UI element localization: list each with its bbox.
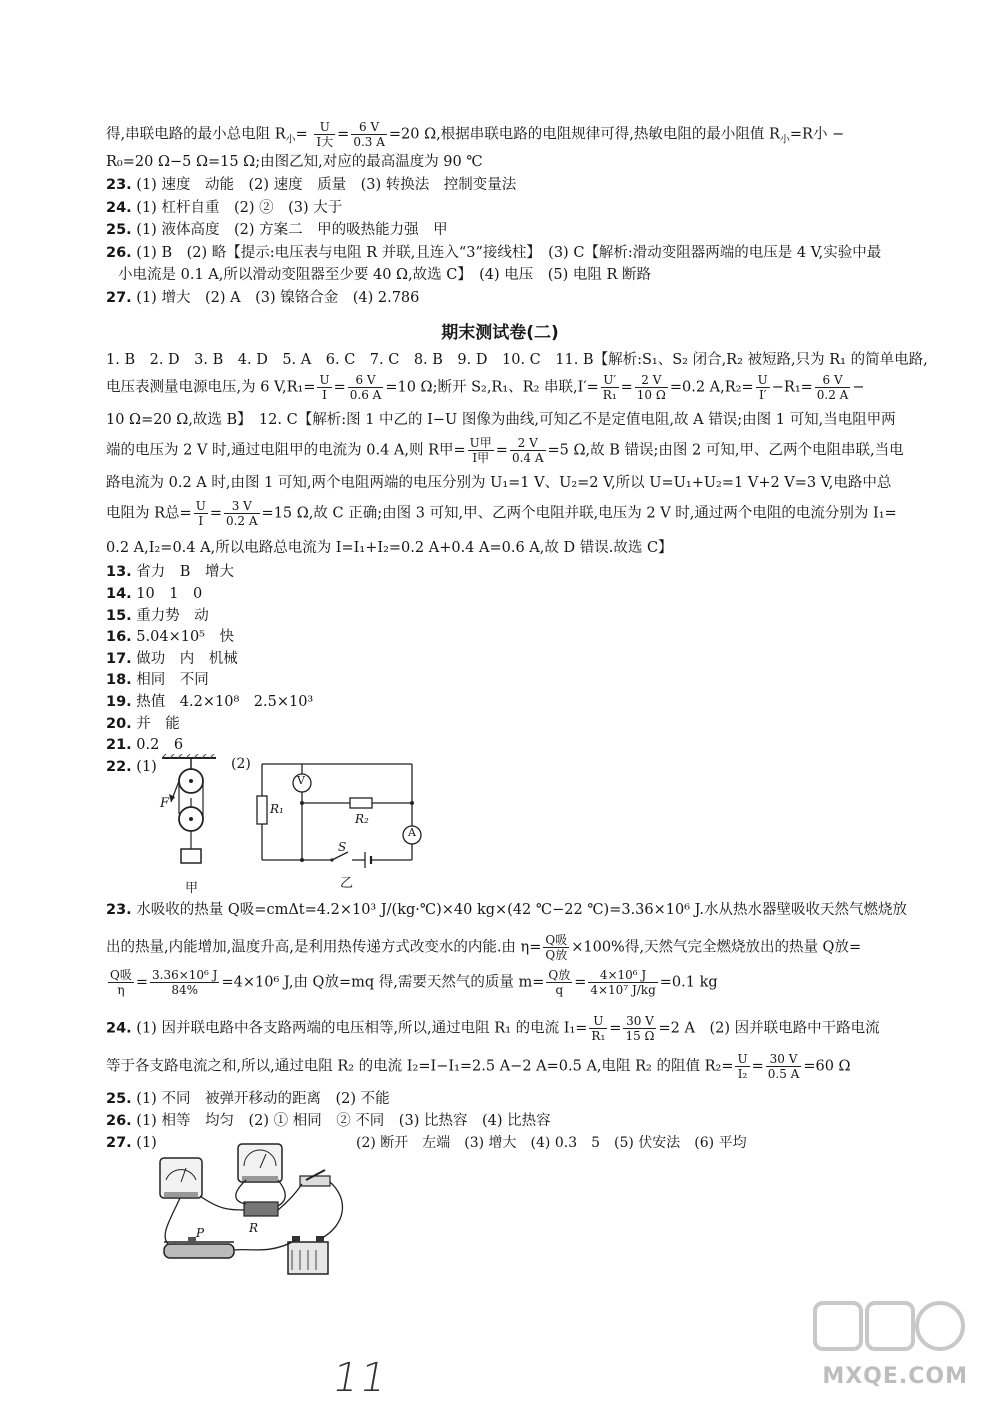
- pulley-diagram: [158, 754, 228, 884]
- voltmeter-label: V: [297, 774, 305, 787]
- mc-line-3: 10 Ω=20 Ω,故选 B】 12. C【解析:图 1 中乙的 I−U 图像为曲线,可知乙不是定值电阻,故 A 错误;由图 1 可知,当电阻甲两: [106, 412, 896, 428]
- answer-23-line-3: $\frac{\text{Q吸}}{\eta}$ = $\frac{\text{3.36×10⁶ J}}{84\%}$ =4×10⁶ J,由 Q放=mq 得,需要天然气的质量 m= $\frac{\text{Q放}}{q}$ = $\frac{\text{4×10⁶ J}}{\text{4×10⁷ J/kg}}$ =0.1 kg: [110, 968, 718, 997]
- answer-26: 26. (1) 相等 均匀 (2) ① 相同 ② 不同 (3) 比热容 (4) 比热容: [106, 1113, 551, 1129]
- prev-line-1: 得,串联电路的最小总电阻 $R_小=$ $\frac{U}{\text{I大}}$ = $\frac{6 V}{0.3 A}$ =20 Ω,根据串联电路的电阻规律可得,热敏电阻的最小阻值 $R_小=R$小 −: [106, 120, 845, 149]
- answer-17: 17. 做功 内 机械: [106, 651, 238, 667]
- prev-line-2: R₀=20 Ω−5 Ω=15 Ω;由图乙知,对应的最高温度为 90 ℃: [106, 154, 483, 170]
- fraction: $\frac{U}{\text{I大}}$: [316, 120, 334, 149]
- answer-24-line-2: 等于各支路电流之和,所以,通过电阻 R₂ 的电流 I₂=I−I₁=2.5 A−2 A=0.5 A,电阻 R₂ 的阻值 R₂= $\frac{U}{\text{I₂}}$ = $\frac{30 V}{0.5 A}$ =60 Ω: [106, 1052, 851, 1081]
- mc-line-6: 电阻为 R总= $\frac{U}{I}$ = $\frac{3 V}{0.2 A}$ =15 Ω,故 C 正确;由图 3 可知,甲、乙两个电阻并联,电压为 2 V 时,通过两个电阻的电流分别为 I₁=: [106, 499, 897, 528]
- answer-27-rest: (2) 断开 左端 (3) 增大 (4) 0.3 5 (5) 伏安法 (6) 平均: [356, 1135, 747, 1151]
- apparatus-illustration: [150, 1140, 360, 1290]
- answer-14: 14. 10 1 0: [106, 586, 203, 602]
- mc-line-4: 端的电压为 2 V 时,通过电阻甲的电流为 0.4 A,则 R甲= $\frac{\text{U甲}}{\text{I甲}}$ = $\frac{2 V}{0.4 A}$ =5 Ω,故 B 错误;由图 2 可知,甲、乙两个电阻串联,当电: [106, 436, 904, 465]
- handwritten-page-number: 11: [328, 1355, 392, 1401]
- watermark-text: MXQE.COM: [822, 1364, 968, 1389]
- answer-18: 18. 相同 不同: [106, 672, 209, 688]
- answer-22-part2: (2): [231, 756, 251, 772]
- figure-yi-label: 乙: [340, 876, 354, 891]
- fraction: $\frac{6 V}{0.3 A}$: [353, 120, 385, 149]
- answer-15: 15. 重力势 动: [106, 608, 209, 624]
- mc-line-1: 1. B 2. D 3. B 4. D 5. A 6. C 7. C 8. B 9. D 10. C 11. B【解析:S₁、S₂ 闭合,R₂ 被短路,只为 R₁ 的简单电路,: [106, 352, 928, 368]
- switch-label: S: [338, 840, 347, 854]
- answer-25-prev: 25. (1) 液体高度 (2) 方案二 甲的吸热能力强 甲: [106, 222, 448, 238]
- figure-jia-label: 甲: [185, 881, 199, 896]
- answer-27-prev: 27. (1) 增大 (2) A (3) 镍铬合金 (4) 2.786: [106, 290, 420, 306]
- mc-line-5: 路电流为 0.2 A 时,由图 1 可知,两个电阻两端的电压分别为 U₁=1 V、U₂=2 V,所以 U=U₁+U₂=1 V+2 V=3 V,电路中总: [106, 475, 892, 491]
- answer-26-prev: 26. (1) B (2) 略【提示:电压表与电阻 R 并联,且连入“3”接线柱】 (3) C【解析:滑动变阻器两端的电压是 4 V,实验中最: [106, 245, 882, 261]
- section-title: 期末测试卷(二): [441, 323, 559, 343]
- force-label: F: [160, 796, 170, 811]
- slider-p-label: P: [196, 1226, 205, 1240]
- answer-20: 20. 并 能: [106, 716, 180, 732]
- resistor-r1-label: R₁: [270, 802, 284, 816]
- resistor-r2-label: R₂: [355, 812, 369, 826]
- answer-16: 16. 5.04×10⁵ 快: [106, 629, 234, 645]
- mc-line-2: 电压表测量电源电压,为 6 V,R₁= $\frac{U}{I}$ = $\frac{6 V}{0.6 A}$ =10 Ω;断开 S₂,R₁、R₂ 串联,I′= $\frac{U'}{\text{R₁}}$ = $\frac{2 V}{10 \Omega}$ =0.2 A,R₂= $\frac{U}{I'}$ −R₁= $\frac{6 V}{0.2 A}$ −: [106, 373, 865, 402]
- answer-24: 24. (1) 因并联电路中各支路两端的电压相等,所以,通过电阻 R₁ 的电流 I₁= $\frac{U}{\text{R₁}}$ = $\frac{30 V}{15 \Omega}$ =2 A (2) 因并联电路中干路电流: [106, 1014, 880, 1043]
- answer-23-line-2: 出的热量,内能增加,温度升高,是利用热传递方式改变水的内能.由 η= $\frac{\text{Q吸}}{\text{Q放}}$ ×100%得,天然气完全燃烧放出的热量 Q放=: [106, 933, 862, 962]
- answer-23: 23. 水吸收的热量 Q吸=cmΔt=4.2×10³ J/(kg·℃)×40 kg×(42 ℃−22 ℃)=3.36×10⁶ J.水从热水器壁吸收天然气燃烧放: [106, 902, 907, 918]
- resistor-r-label: R: [249, 1221, 259, 1235]
- ammeter-label: A: [408, 826, 416, 839]
- answer-25: 25. (1) 不同 被弹开移动的距离 (2) 不能: [106, 1091, 390, 1107]
- mc-line-7: 0.2 A,I₂=0.4 A,所以电路总电流为 I=I₁+I₂=0.2 A+0.4 A=0.6 A,故 D 错误.故选 C】: [106, 540, 673, 556]
- answer-13: 13. 省力 B 增大: [106, 564, 234, 580]
- answer-21: 21. 0.2 6: [106, 737, 184, 753]
- answer-23-prev: 23. (1) 速度 动能 (2) 速度 质量 (3) 转换法 控制变量法: [106, 177, 517, 193]
- answer-24-prev: 24. (1) 杠杆自重 (2) ② (3) 大于: [106, 200, 343, 216]
- answer-27: 27. (1): [106, 1135, 157, 1151]
- answer-19: 19. 热值 4.2×10⁸ 2.5×10³: [106, 694, 314, 710]
- answer-22: 22. (1): [106, 759, 157, 775]
- answer-26-prev-cont: 小电流是 0.1 A,所以滑动变阻器至少要 40 Ω,故选 C】 (4) 电压 (5) 电阻 R 断路: [118, 267, 652, 283]
